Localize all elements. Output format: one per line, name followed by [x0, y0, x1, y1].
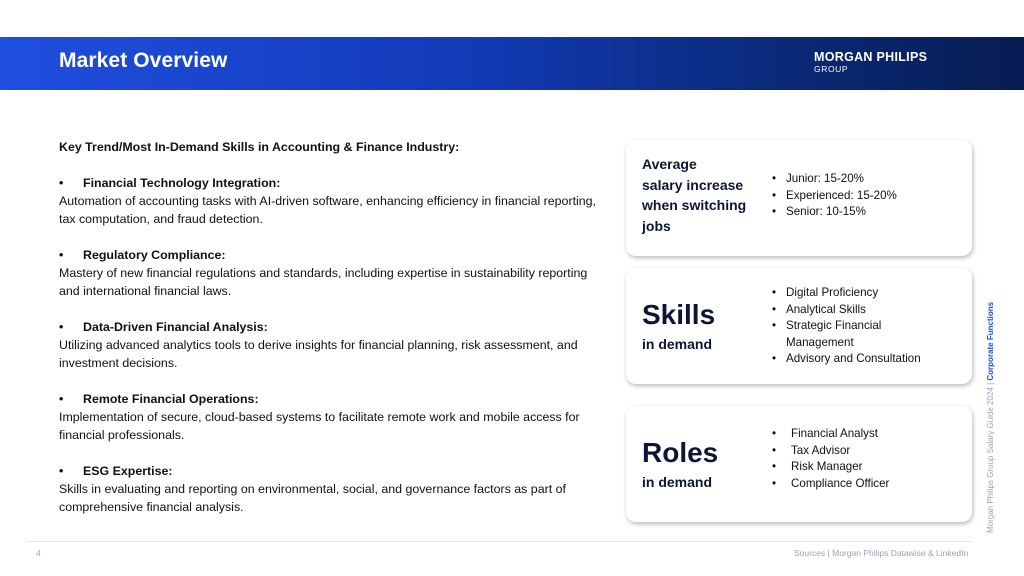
trend-text: Utilizing advanced analytics tools to derive insights for financial planning, risk assessment, and investment decisions. [59, 338, 578, 370]
trend-text: Automation of accounting tasks with AI-driven software, enhancing efficiency in financial reporting, tax computation, and fraud detection. [59, 194, 596, 226]
trend-title: Remote Financial Operations: [83, 392, 259, 406]
trend-text: Mastery of new financial regulations and standards, including expertise in sustainability reporting and international financial laws. [59, 266, 588, 298]
trend-text: Skills in evaluating and reporting on environmental, social, and governance factors as part of comprehensive financial analysis. [59, 482, 566, 514]
list-item-continuation: Management [786, 335, 854, 349]
roles-card [626, 406, 972, 522]
bullet: • [59, 248, 64, 262]
list-item: • Advisory and Consultation [772, 351, 921, 368]
trend-item [59, 246, 599, 300]
trend-title: Financial Technology Integration: [83, 176, 281, 190]
trends-section [59, 138, 599, 534]
skills-list [772, 285, 921, 368]
header-banner [0, 37, 1024, 90]
list-item: • Strategic Financial [772, 318, 921, 335]
trend-item [59, 462, 599, 516]
side-caption-text: Morgan Philips Group Salary Guide 2024 | [986, 380, 995, 533]
list-item: • Compliance Officer [772, 476, 889, 493]
trend-title: ESG Expertise: [83, 464, 173, 478]
side-caption [986, 302, 995, 533]
list-item: • Tax Advisor [772, 443, 889, 460]
bullet: • [59, 392, 64, 406]
trend-title: Data-Driven Financial Analysis: [83, 320, 268, 334]
list-item: • Analytical Skills [772, 302, 921, 319]
logo-main-text: MORGAN PHILIPS [814, 50, 928, 64]
company-logo [814, 51, 927, 74]
list-item: • Digital Proficiency [772, 285, 921, 302]
trends-heading: Key Trend/Most In-Demand Skills in Accounting & Finance Industry: [59, 140, 460, 154]
salary-card-title: Average salary increase when switching jobs [642, 156, 747, 234]
list-item: • Senior: 10-15% [772, 204, 897, 221]
trend-item [59, 318, 599, 372]
list-item: • Junior: 15-20% [772, 171, 897, 188]
list-item: • Risk Manager [772, 459, 889, 476]
bullet: • [59, 464, 64, 478]
skills-card [626, 268, 972, 384]
footer-divider [26, 541, 972, 542]
bullet: • [59, 320, 64, 334]
trend-text: Implementation of secure, cloud-based systems to facilitate remote work and mobile access for financial professionals. [59, 410, 580, 442]
logo-sub-text: GROUP [814, 64, 849, 74]
page-number: 4 [36, 548, 41, 558]
page-title: Market Overview [59, 49, 228, 72]
skills-card-title: Skills in demand [642, 299, 716, 352]
list-item: • Financial Analyst [772, 426, 889, 443]
side-caption-highlight: Corporate Functions [986, 301, 995, 381]
trend-item [59, 390, 599, 444]
roles-card-title: Roles in demand [642, 437, 719, 490]
sources-note: Sources | Morgan Philips Datawise & LinkedIn [794, 548, 969, 558]
trend-title: Regulatory Compliance: [83, 248, 226, 262]
list-item: • Experienced: 15-20% [772, 188, 897, 205]
trend-item [59, 174, 599, 228]
salary-card [626, 140, 972, 256]
salary-list [772, 171, 897, 221]
roles-list [772, 426, 889, 492]
bullet: • [59, 176, 64, 190]
